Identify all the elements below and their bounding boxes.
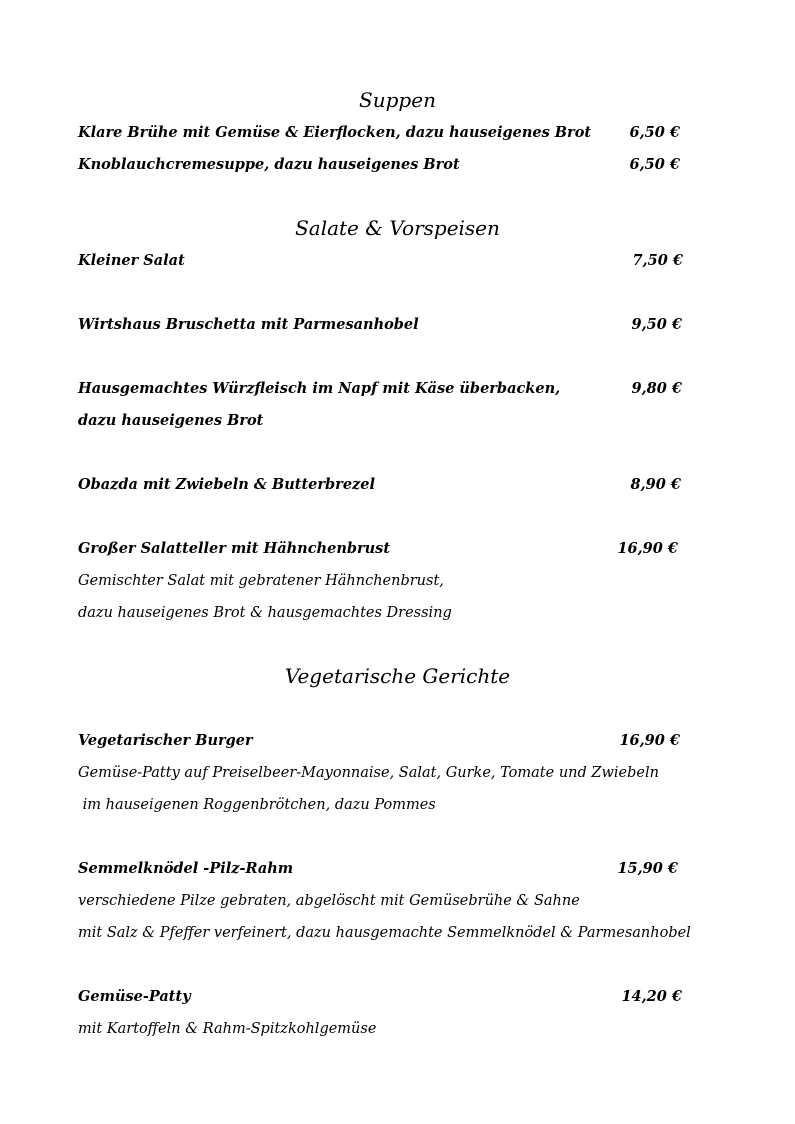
menu-item-name: Klare Brühe mit Gemüse & Eierflocken, dazu hauseigenes Brot: [78, 124, 592, 141]
menu-item-price: 9,80 €: [631, 380, 682, 397]
menu-item-price: 15,90 €: [617, 860, 678, 877]
menu-item-price: 8,90 €: [630, 476, 681, 493]
menu-item-name: Semmelknödel -Pilz-Rahm: [78, 860, 294, 877]
menu-item-name: Wirtshaus Bruschetta mit Parmesanhobel: [78, 316, 419, 333]
menu-item-description: verschiedene Pilze gebraten, abgelöscht mit Gemüsebrühe & Sahne: [78, 893, 580, 909]
section-title-salate: Salate & Vorspeisen: [295, 216, 500, 240]
menu-item-name: Obazda mit Zwiebeln & Butterbrezel: [78, 476, 376, 493]
menu-item-price: 6,50 €: [629, 124, 680, 141]
menu-item-price: 16,90 €: [619, 732, 680, 749]
menu-item-name: Großer Salatteller mit Hähnchenbrust: [78, 540, 391, 557]
menu-item-description: im hauseigenen Roggenbrötchen, dazu Pommes: [78, 797, 436, 813]
menu-item-description: Gemüse-Patty auf Preiselbeer-Mayonnaise, Salat, Gurke, Tomate und Zwiebeln: [78, 765, 659, 781]
menu-item-name: Vegetarischer Burger: [78, 732, 253, 749]
menu-item-price: 7,50 €: [632, 252, 683, 269]
menu-item-name: Gemüse-Patty: [78, 988, 191, 1005]
section-title-vegetarisch: Vegetarische Gerichte: [284, 664, 511, 688]
menu-item-price: 16,90 €: [617, 540, 678, 557]
menu-item-price: 6,50 €: [629, 156, 680, 173]
section-title-suppen: Suppen: [359, 88, 436, 112]
menu-item-description: mit Kartoffeln & Rahm-Spitzkohlgemüse: [78, 1021, 377, 1037]
menu-item-description: mit Salz & Pfeffer verfeinert, dazu hausgemachte Semmelknödel & Parmesanhobel: [78, 925, 691, 941]
menu-item-description: dazu hauseigenes Brot & hausgemachtes Dressing: [78, 605, 452, 621]
menu-item-name-continued: dazu hauseigenes Brot: [78, 412, 264, 429]
menu-item-price: 9,50 €: [631, 316, 682, 333]
menu-item-price: 14,20 €: [621, 988, 682, 1005]
menu-item-description: Gemischter Salat mit gebratener Hähnchenbrust,: [78, 573, 444, 589]
menu-item-name: Knoblauchcremesuppe, dazu hauseigenes Brot: [78, 156, 460, 173]
menu-item-name: Kleiner Salat: [78, 252, 185, 269]
menu-item-name: Hausgemachtes Würzfleisch im Napf mit Käse überbacken,: [78, 380, 561, 397]
